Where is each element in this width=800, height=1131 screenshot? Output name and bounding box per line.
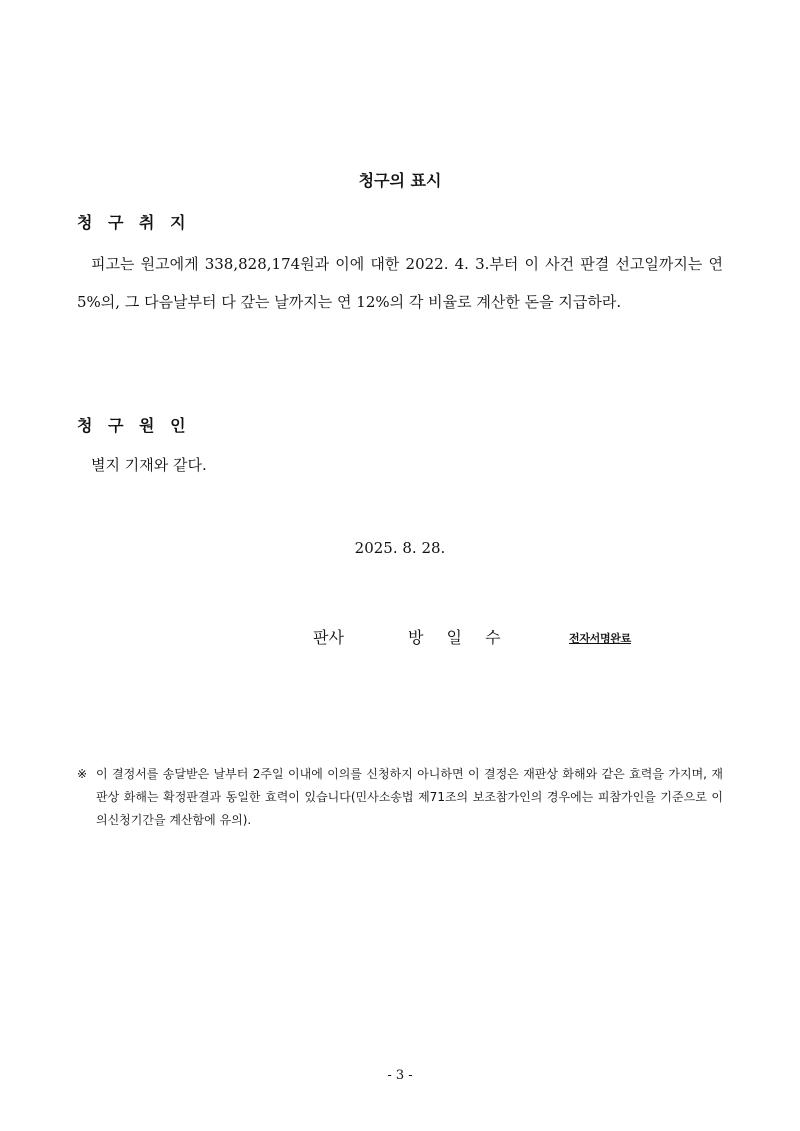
claim-cause-text: 별지 기재와 같다. xyxy=(91,456,207,474)
claim-purpose-heading: 청 구 취 지 xyxy=(77,213,191,232)
e-signature-completed-label: 전자서명완료 xyxy=(569,632,631,645)
claim-cause-heading: 청 구 원 인 xyxy=(77,416,191,435)
document-title: 청구의 표시 xyxy=(358,171,442,190)
decision-date: 2025. 8. 28. xyxy=(354,539,446,557)
notice-text: 이 결정서를 송달받은 날부터 2주일 이내에 이의를 신청하지 아니하면 이 결정은 재판상 화해와 같은 효력을 가지며, 재판상 화해는 확정판결과 동일한 효력이 있습니다(민사소송법 제71조의 보조참가인의 경우에는 피참가인을 기준으로 이의신청기간을 계산함에 유의). xyxy=(96,767,723,827)
claim-purpose-text: 피고는 원고에게 338,828,174원과 이에 대한 2022. 4. 3.부터 이 사건 판결 선고일까지는 연 5%의, 그 다음날부터 다 갚는 날까지는 연 12%의 각 비율로 계산한 돈을 지급하라. xyxy=(77,255,723,311)
judge-role: 판사 xyxy=(313,628,344,647)
notice xyxy=(77,763,723,832)
judge-name: 방 일 수 xyxy=(408,628,510,647)
page-number: - 3 - xyxy=(387,1068,413,1083)
notice-mark: ※ xyxy=(77,767,88,781)
